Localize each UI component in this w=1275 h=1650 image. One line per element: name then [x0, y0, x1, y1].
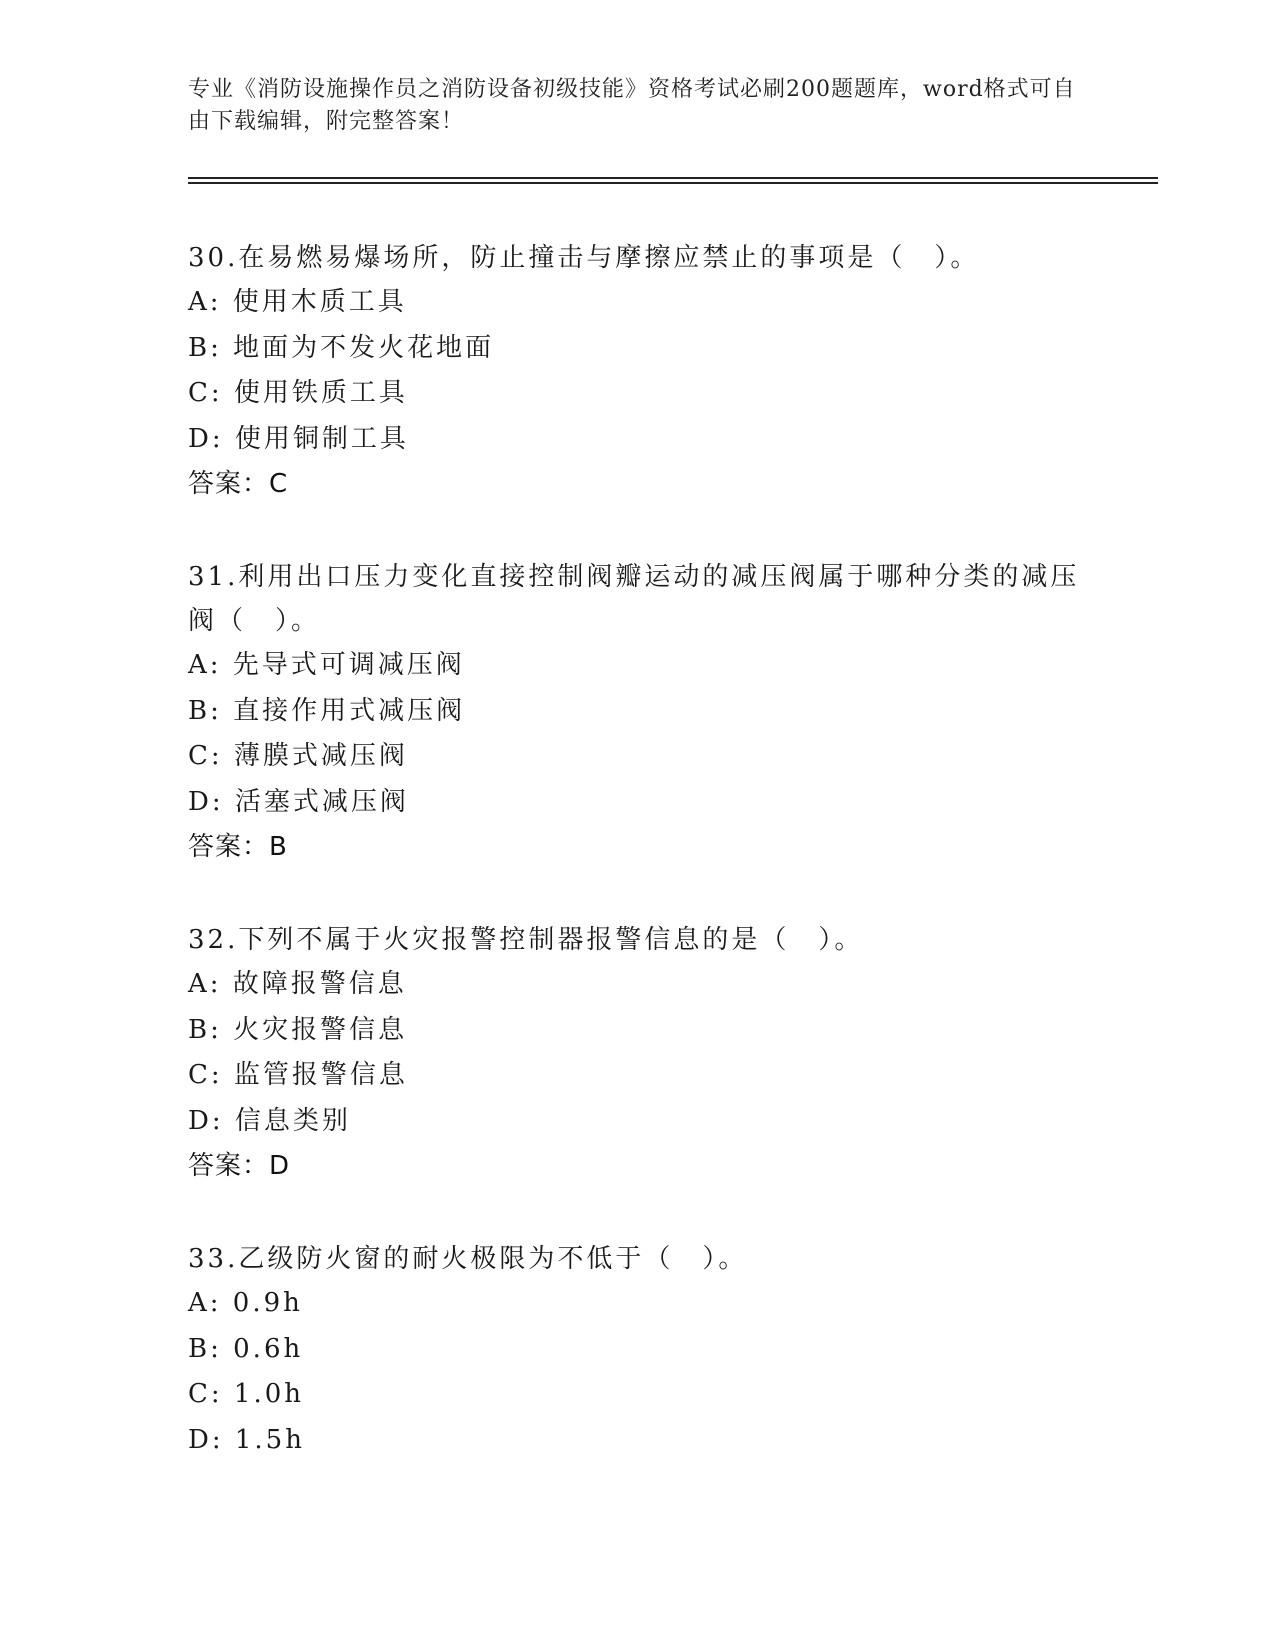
option-d: D: 信息类别 [188, 1105, 351, 1136]
option-c: C: 监管报警信息 [188, 1060, 408, 1090]
question-31 [188, 555, 1088, 871]
question-32 [188, 918, 1088, 1190]
answer-key: 答案：D [188, 1151, 291, 1181]
document-intro: 专业《消防设施操作员之消防设备初级技能》资格考试必刷200题题库，word格式可自由下载编辑，附完整答案！ [188, 77, 1076, 134]
question-stem: 31.利用出口压力变化直接控制阀瓣运动的减压阀属于哪种分类的减压阀（ ）。 [188, 562, 1080, 636]
option-b: B: 地面为不发火花地面 [188, 332, 495, 363]
option-a: A: 故障报警信息 [188, 969, 407, 999]
question-33 [188, 1237, 1088, 1463]
option-b: B: 火灾报警信息 [188, 1014, 408, 1045]
question-stem: 33.乙级防火窗的耐火极限为不低于（ ）。 [188, 1244, 748, 1274]
option-c: C: 1.0h [188, 1379, 305, 1409]
option-b: B: 0.6h [188, 1333, 304, 1364]
option-d: D: 1.5h [188, 1424, 305, 1455]
option-b: B: 直接作用式减压阀 [188, 695, 466, 726]
answer-key: 答案：B [188, 832, 288, 862]
option-d: D: 使用铜制工具 [188, 423, 409, 454]
option-c: C: 薄膜式减压阀 [188, 741, 408, 771]
question-30 [188, 236, 1088, 508]
question-stem: 30.在易燃易爆场所，防止撞击与摩擦应禁止的事项是（ ）。 [188, 243, 980, 273]
option-a: A: 使用木质工具 [188, 287, 407, 317]
option-c: C: 使用铁质工具 [188, 378, 408, 408]
option-a: A: 先导式可调减压阀 [188, 650, 465, 680]
question-stem: 32.下列不属于火灾报警控制器报警信息的是（ ）。 [188, 925, 864, 955]
header-divider-top [188, 177, 1158, 179]
answer-key: 答案：C [188, 469, 289, 499]
header-divider-bottom [188, 182, 1158, 184]
option-d: D: 活塞式减压阀 [188, 786, 409, 817]
option-a: A: 0.9h [188, 1288, 303, 1318]
